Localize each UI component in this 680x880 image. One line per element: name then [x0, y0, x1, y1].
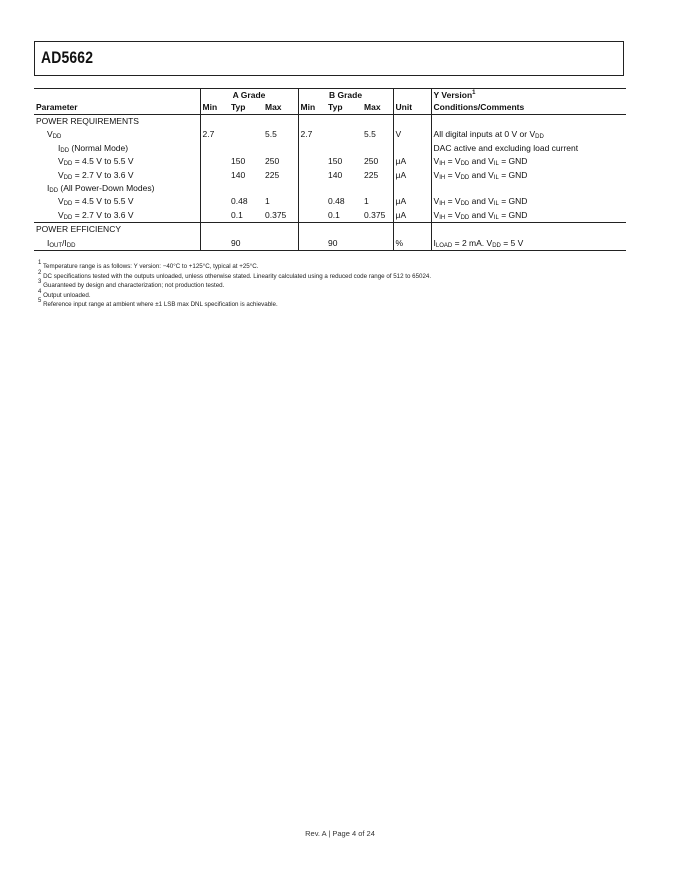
- footnotes: [38, 262, 431, 310]
- conditions-cell: VIH = VDD and VIL = GND: [431, 155, 626, 168]
- col-b-max: Max: [362, 101, 393, 115]
- y-version-header: Y Version$^1$: [431, 89, 626, 102]
- conditions-cell: DAC active and excluding load current: [431, 142, 626, 155]
- param-cell: VDD = 4.5 V to 5.5 V: [58, 196, 134, 208]
- col-b-typ: Typ: [326, 101, 362, 115]
- col-a-max: Max: [263, 101, 298, 115]
- param-cell: VDD: [47, 129, 62, 141]
- table-row: [34, 142, 626, 155]
- table-row: VDD = 4.5 V to 5.5 V 0.48 1 0.48 1 μA VIH = VDD and VIL = GND: [34, 195, 626, 208]
- col-unit: Unit: [393, 101, 431, 115]
- table-row: VDD 2.7 5.5 2.7 5.5 V All digital inputs at 0 V or VDD: [34, 128, 626, 141]
- table-row: [34, 182, 626, 195]
- footnote-5: 5 Reference input range at ambient where ±1 LSB max DNL specification is achievable.: [38, 298, 278, 309]
- conditions-cell: VIH = VDD and VIL = GND: [431, 169, 626, 182]
- col-b-min: Min: [298, 101, 326, 115]
- table-row: [34, 115, 626, 129]
- b-grade-header: B Grade: [298, 89, 393, 102]
- page-footer: Rev. A | Page 4 of 24: [305, 829, 375, 838]
- table-row: VDD = 2.7 V to 3.6 V 140 225 140 225 μA VIH = VDD and VIL = GND: [34, 169, 626, 182]
- param-cell: VDD = 2.7 V to 3.6 V: [58, 169, 134, 181]
- conditions-cell: All digital inputs at 0 V or VDD: [431, 128, 626, 141]
- param-cell: IDD (Normal Mode): [58, 142, 129, 154]
- table-group-header-row: [34, 89, 626, 102]
- footnote-4: 4 Output unloaded.: [38, 288, 91, 299]
- footnote-2: 2 DC specifications tested with the outputs unloaded, unless otherwise stated. Linearity calculated using a reduced code range of 512 to 65024.: [38, 269, 432, 280]
- table-row: VDD = 2.7 V to 3.6 V 0.1 0.375 0.1 0.375 μA VIH = VDD and VIL = GND: [34, 209, 626, 223]
- col-a-typ: Typ: [229, 101, 263, 115]
- header-box: [34, 41, 624, 76]
- param-cell: VDD = 4.5 V to 5.5 V: [58, 156, 134, 168]
- col-parameter: Parameter: [34, 101, 200, 115]
- table-row: VDD = 4.5 V to 5.5 V 150 250 150 250 μA VIH = VDD and VIL = GND: [34, 155, 626, 168]
- param-cell: IOUT/IDD: [34, 237, 200, 251]
- col-conditions: Conditions/Comments: [431, 101, 626, 115]
- param-cell: IDD (All Power-Down Modes): [47, 183, 155, 195]
- footnote-3: 3 Guaranteed by design and characterization; not production tested.: [38, 279, 225, 290]
- footnote-1: 1 Temperature range is as follows: Y version: −40°C to +125°C, typical at +25°C.: [38, 260, 259, 270]
- section-label: POWER EFFICIENCY: [36, 224, 122, 235]
- table-row: IOUT/IDD 90 90 % ILOAD = 2 mA. VDD = 5 V: [34, 237, 626, 251]
- table-column-header-row: [34, 101, 626, 115]
- table-row: [34, 223, 626, 237]
- conditions-cell: ILOAD = 2 mA. VDD = 5 V: [431, 237, 626, 251]
- section-label: POWER REQUIREMENTS: [36, 116, 139, 126]
- a-grade-header: A Grade: [200, 89, 298, 102]
- param-cell: VDD = 2.7 V to 3.6 V: [34, 209, 200, 223]
- conditions-cell: VIH = VDD and VIL = GND: [431, 209, 626, 223]
- document-title: AD5662: [41, 48, 94, 67]
- conditions-cell: VIH = VDD and VIL = GND: [431, 195, 626, 208]
- spec-table: [34, 88, 626, 251]
- col-a-min: Min: [200, 101, 229, 115]
